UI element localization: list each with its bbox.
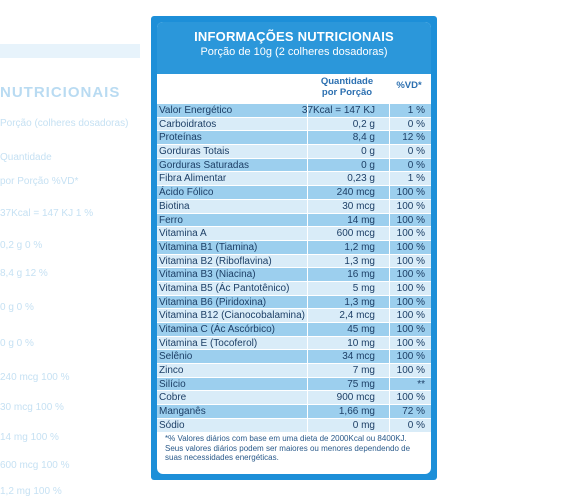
table-row <box>157 214 431 228</box>
table-row <box>157 337 431 351</box>
nutrient-quantity: 1,2 mg <box>344 241 375 253</box>
column-divider <box>307 118 308 131</box>
column-header-quantity <box>307 76 387 98</box>
column-divider <box>307 186 308 199</box>
nutrient-quantity: 0,23 g <box>347 173 375 185</box>
table-row <box>157 419 431 433</box>
nutrient-name: Selênio <box>159 351 193 363</box>
column-divider <box>307 145 308 158</box>
nutrient-quantity: 0,2 g <box>352 118 375 130</box>
nutrient-quantity: 16 mg <box>347 269 375 281</box>
table-row <box>157 350 431 364</box>
column-divider <box>307 172 308 185</box>
ghost-line: 0 g 0 % <box>0 338 34 349</box>
nutrient-quantity: 1,3 mg <box>344 255 375 267</box>
table-row <box>157 186 431 200</box>
nutrient-name: Zinco <box>159 365 184 377</box>
nutrient-vd: 100 % <box>396 200 425 212</box>
ghost-title: NUTRICIONAIS <box>0 84 121 101</box>
nutrient-vd: 100 % <box>396 187 425 199</box>
nutrient-vd: 0 % <box>407 146 425 158</box>
nutrient-name: Vitamina E (Tocoferol) <box>159 337 258 349</box>
nutrient-name: Manganês <box>159 406 206 418</box>
nutrient-vd: 100 % <box>396 310 425 322</box>
nutrient-name: Biotina <box>159 200 190 212</box>
column-divider <box>307 378 308 391</box>
nutrient-vd: 100 % <box>396 241 425 253</box>
table-row <box>157 241 431 255</box>
column-divider <box>307 309 308 322</box>
nutrient-quantity: 8,4 g <box>352 132 375 144</box>
column-divider <box>307 255 308 268</box>
ghost-line: 1,2 mg 100 % <box>0 486 62 497</box>
nutrient-quantity: 14 mg <box>347 214 375 226</box>
nutrient-vd: 100 % <box>396 214 425 226</box>
nutrient-vd: 0 % <box>407 419 425 431</box>
table-row <box>157 296 431 310</box>
table-row <box>157 309 431 323</box>
nutrient-quantity: 0 g <box>361 159 375 171</box>
column-divider <box>307 159 308 172</box>
table-row <box>157 200 431 214</box>
nutrient-quantity: 900 mcg <box>336 392 375 404</box>
table-row <box>157 391 431 405</box>
ghost-line: por Porção %VD* <box>0 176 79 187</box>
table-row <box>157 104 431 118</box>
table-row <box>157 145 431 159</box>
label-title: INFORMAÇÕES NUTRICIONAIS <box>194 29 394 44</box>
nutrient-quantity: 75 mg <box>347 378 375 390</box>
nutrient-table <box>157 104 431 433</box>
label-header <box>157 22 431 74</box>
nutrient-name: Vitamina B6 (Piridoxina) <box>159 296 267 308</box>
nutrient-name: Vitamina B5 (Ác Pantotênico) <box>159 282 290 294</box>
nutrition-label-frame <box>151 16 437 480</box>
nutrient-quantity: 45 mg <box>347 324 375 335</box>
column-divider <box>307 282 308 295</box>
nutrition-label-card <box>157 22 431 474</box>
table-row <box>157 323 431 337</box>
nutrient-name: Carboidratos <box>159 118 217 130</box>
nutrient-name: Vitamina A <box>159 228 207 240</box>
column-divider <box>307 131 308 144</box>
label-subtitle: Porção de 10g (2 colheres dosadoras) <box>200 46 388 58</box>
column-divider <box>307 241 308 254</box>
column-header-vd: %VD* <box>396 80 422 91</box>
ghost-line: Porção (colheres dosadoras) <box>0 118 129 129</box>
nutrient-vd: 1 % <box>407 105 425 116</box>
nutrient-vd: 100 % <box>396 296 425 308</box>
column-divider <box>307 350 308 363</box>
column-header-quantity-line2: por Porção <box>321 87 373 98</box>
ghost-line: 8,4 g 12 % <box>0 268 48 279</box>
ghost-line: 37Kcal = 147 KJ 1 % <box>0 208 94 219</box>
column-divider <box>307 405 308 418</box>
table-row <box>157 227 431 241</box>
column-divider <box>307 323 308 336</box>
table-row <box>157 159 431 173</box>
nutrient-name: Vitamina B1 (Tiamina) <box>159 241 258 253</box>
nutrient-name: Vitamina B3 (Niacina) <box>159 269 256 281</box>
nutrient-name: Proteínas <box>159 132 202 144</box>
nutrient-vd: 100 % <box>396 228 425 240</box>
ghost-line: 0 g 0 % <box>0 302 34 313</box>
nutrient-name: Vitamina B2 (Riboflavina) <box>159 255 272 267</box>
ghost-line: Quantidade <box>0 152 52 163</box>
nutrient-quantity: 30 mcg <box>342 200 375 212</box>
nutrient-quantity: 0 g <box>361 146 375 158</box>
nutrient-vd: 100 % <box>396 269 425 281</box>
table-row <box>157 131 431 145</box>
nutrient-name: Ácido Fólico <box>159 187 214 199</box>
footnote: *% Valores diários com base em uma dieta de 2000Kcal ou 8400KJ. Seus valores diários podem ser maiores ou menores dependendo de suas necessidades energéticas. <box>165 434 411 462</box>
table-row <box>157 282 431 296</box>
nutrient-vd: 1 % <box>407 173 425 185</box>
nutrient-quantity: 600 mcg <box>336 228 375 240</box>
nutrient-name: Vitamina B12 (Cianocobalamina) <box>159 310 306 322</box>
column-divider <box>307 227 308 240</box>
nutrient-quantity: 1,66 mg <box>338 406 375 418</box>
ghost-line: 0,2 g 0 % <box>0 240 43 251</box>
nutrient-name: Ferro <box>159 214 183 226</box>
nutrient-vd: 0 % <box>407 118 425 130</box>
ghost-line: 30 mcg 100 % <box>0 402 64 413</box>
nutrient-quantity: 10 mg <box>347 337 375 349</box>
nutrient-vd: 100 % <box>396 351 425 363</box>
nutrient-vd: 100 % <box>396 255 425 267</box>
column-divider <box>307 268 308 281</box>
nutrient-vd: 12 % <box>402 132 425 144</box>
column-divider <box>307 200 308 213</box>
ghost-band <box>0 44 140 58</box>
nutrient-name: Gorduras Totais <box>159 146 230 158</box>
nutrient-quantity: 5 mg <box>352 282 375 294</box>
column-divider <box>307 364 308 377</box>
ghost-line: 240 mcg 100 % <box>0 372 70 383</box>
column-divider <box>307 419 308 432</box>
column-divider <box>307 296 308 309</box>
nutrient-vd: 0 % <box>407 159 425 171</box>
column-divider <box>307 214 308 227</box>
nutrient-name: Gorduras Saturadas <box>159 159 250 171</box>
nutrient-name: Silício <box>159 378 186 390</box>
nutrient-vd: 100 % <box>396 324 425 335</box>
ghost-line: 600 mcg 100 % <box>0 460 70 471</box>
column-divider <box>307 337 308 350</box>
nutrient-quantity: 0 mg <box>352 419 375 431</box>
nutrient-quantity: 37Kcal = 147 KJ <box>301 105 375 116</box>
table-row <box>157 378 431 392</box>
table-row <box>157 118 431 132</box>
nutrient-vd: 100 % <box>396 365 425 377</box>
nutrient-quantity: 240 mcg <box>336 187 375 199</box>
nutrient-vd: 100 % <box>396 392 425 404</box>
nutrient-name: Cobre <box>159 392 187 404</box>
table-row <box>157 364 431 378</box>
nutrient-quantity: 1,3 mg <box>344 296 375 308</box>
table-row <box>157 405 431 419</box>
table-row <box>157 255 431 269</box>
nutrient-name: Sódio <box>159 419 185 431</box>
nutrient-vd: 100 % <box>396 282 425 294</box>
column-header <box>157 74 431 104</box>
nutrient-name: Vitamina C (Ác Ascórbico) <box>159 324 275 335</box>
ghost-label-reflection <box>0 40 150 502</box>
nutrient-name: Fibra Alimentar <box>159 173 227 185</box>
nutrient-name: Valor Energético <box>159 105 233 116</box>
ghost-line: 14 mg 100 % <box>0 432 59 443</box>
column-header-quantity-line1: Quantidade <box>320 76 374 87</box>
nutrient-vd: ** <box>417 378 425 390</box>
table-row <box>157 172 431 186</box>
nutrient-quantity: 34 mcg <box>342 351 375 363</box>
nutrient-quantity: 2,4 mcg <box>339 310 375 322</box>
nutrient-vd: 100 % <box>396 337 425 349</box>
column-divider <box>307 391 308 404</box>
nutrient-quantity: 7 mg <box>352 365 375 377</box>
nutrient-vd: 72 % <box>402 406 425 418</box>
table-row <box>157 268 431 282</box>
